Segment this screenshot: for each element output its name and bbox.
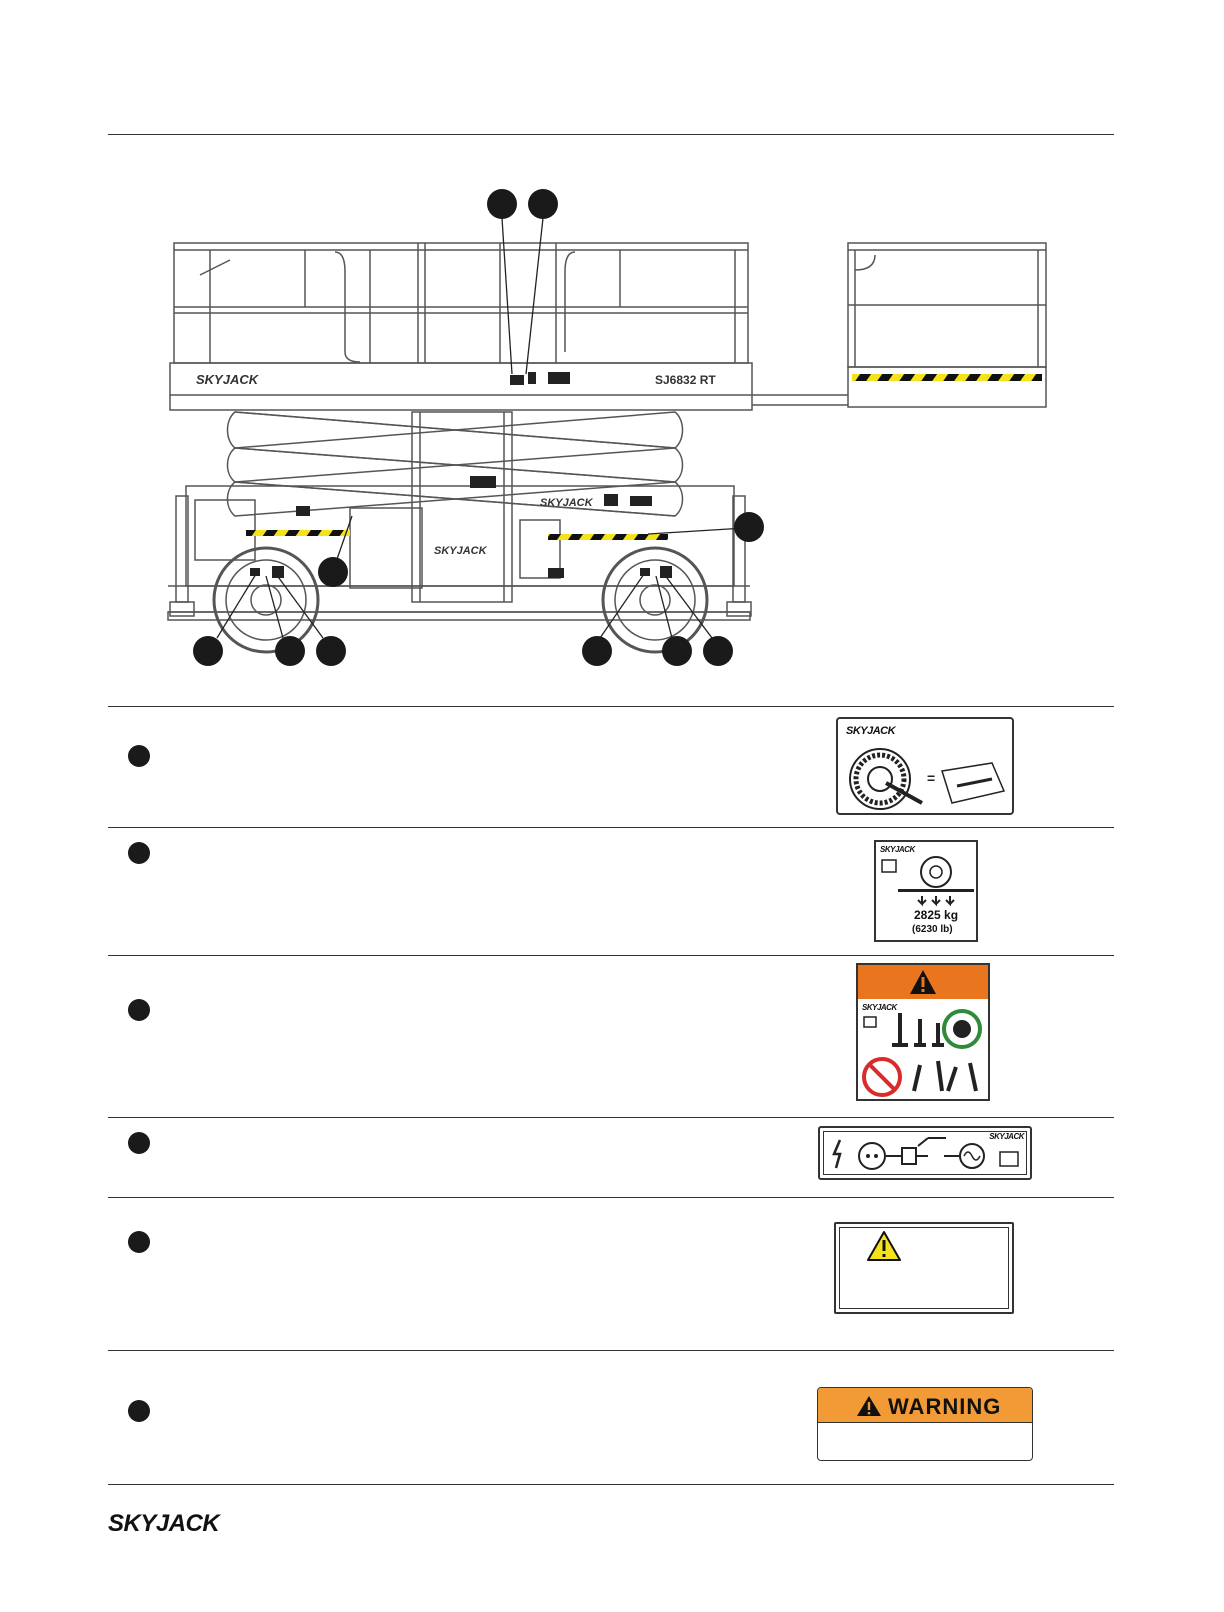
svg-text:=: =: [927, 770, 936, 786]
warning-header: [818, 1388, 1032, 1423]
decal-wheel-nut: [836, 717, 1014, 815]
rear-wheel: [214, 548, 318, 652]
platform-railing: [174, 243, 748, 363]
row-marker: [128, 745, 150, 767]
platform-brand: SKYJACK: [196, 372, 259, 387]
callout-marker: [318, 557, 348, 587]
decal-brand: SKYJACK: [989, 1132, 1024, 1141]
row-marker: [128, 999, 150, 1021]
platform-model: SJ6832 RT: [655, 373, 716, 387]
table-rule: [108, 1484, 1114, 1485]
callout-marker: [662, 636, 692, 666]
row-marker: [128, 1132, 150, 1154]
callout-marker: [193, 636, 223, 666]
callout-marker: [275, 636, 305, 666]
hazard-stripes: [246, 374, 1042, 540]
table-rule: [108, 1117, 1114, 1118]
warning-triangle-icon: [856, 1394, 882, 1418]
table-rule: [108, 706, 1114, 707]
row-marker: [128, 1231, 150, 1253]
decal-warning: [817, 1387, 1033, 1461]
decal-brand: SKYJACK: [846, 725, 896, 737]
decal-wheel-load: [874, 840, 978, 942]
machine-diagram: [0, 0, 1224, 700]
table-rule: [108, 827, 1114, 828]
decal-brand: SKYJACK: [880, 845, 915, 854]
base-brand: SKYJACK: [434, 545, 487, 557]
decal-brand: SKYJACK: [862, 1003, 897, 1012]
footer-logo: SKYJACK: [108, 1510, 220, 1537]
row-marker: [128, 842, 150, 864]
callout-marker: [582, 636, 612, 666]
table-rule: [108, 955, 1114, 956]
warning-word: [888, 1391, 1008, 1421]
table-rule: [108, 1350, 1114, 1351]
decal-outrigger: [856, 963, 990, 1101]
svg-text:WARNING: WARNING: [888, 1394, 1002, 1419]
callout-marker: [734, 512, 764, 542]
wheel-load-icon: [878, 852, 978, 912]
warning-triangle-icon: [908, 968, 938, 996]
outrigger-icons: [858, 1005, 988, 1101]
callout-marker: [528, 189, 558, 219]
callout-marker: [703, 636, 733, 666]
ladder: [412, 412, 512, 602]
wheel-wrench-icon: [842, 741, 1012, 813]
decal-header: [858, 965, 988, 999]
load-kg: 2825 kg: [914, 908, 959, 922]
front-wheel: [603, 548, 707, 652]
chassis-brand: SKYJACK: [540, 497, 593, 509]
decal-power: [818, 1126, 1032, 1180]
decal-caution: [834, 1222, 1014, 1314]
table-rule: [108, 1197, 1114, 1198]
callout-marker: [316, 636, 346, 666]
callout-marker: [487, 189, 517, 219]
row-marker: [128, 1400, 150, 1422]
caution-triangle-icon: [866, 1230, 902, 1262]
load-lb: (6230 lb): [912, 924, 953, 935]
